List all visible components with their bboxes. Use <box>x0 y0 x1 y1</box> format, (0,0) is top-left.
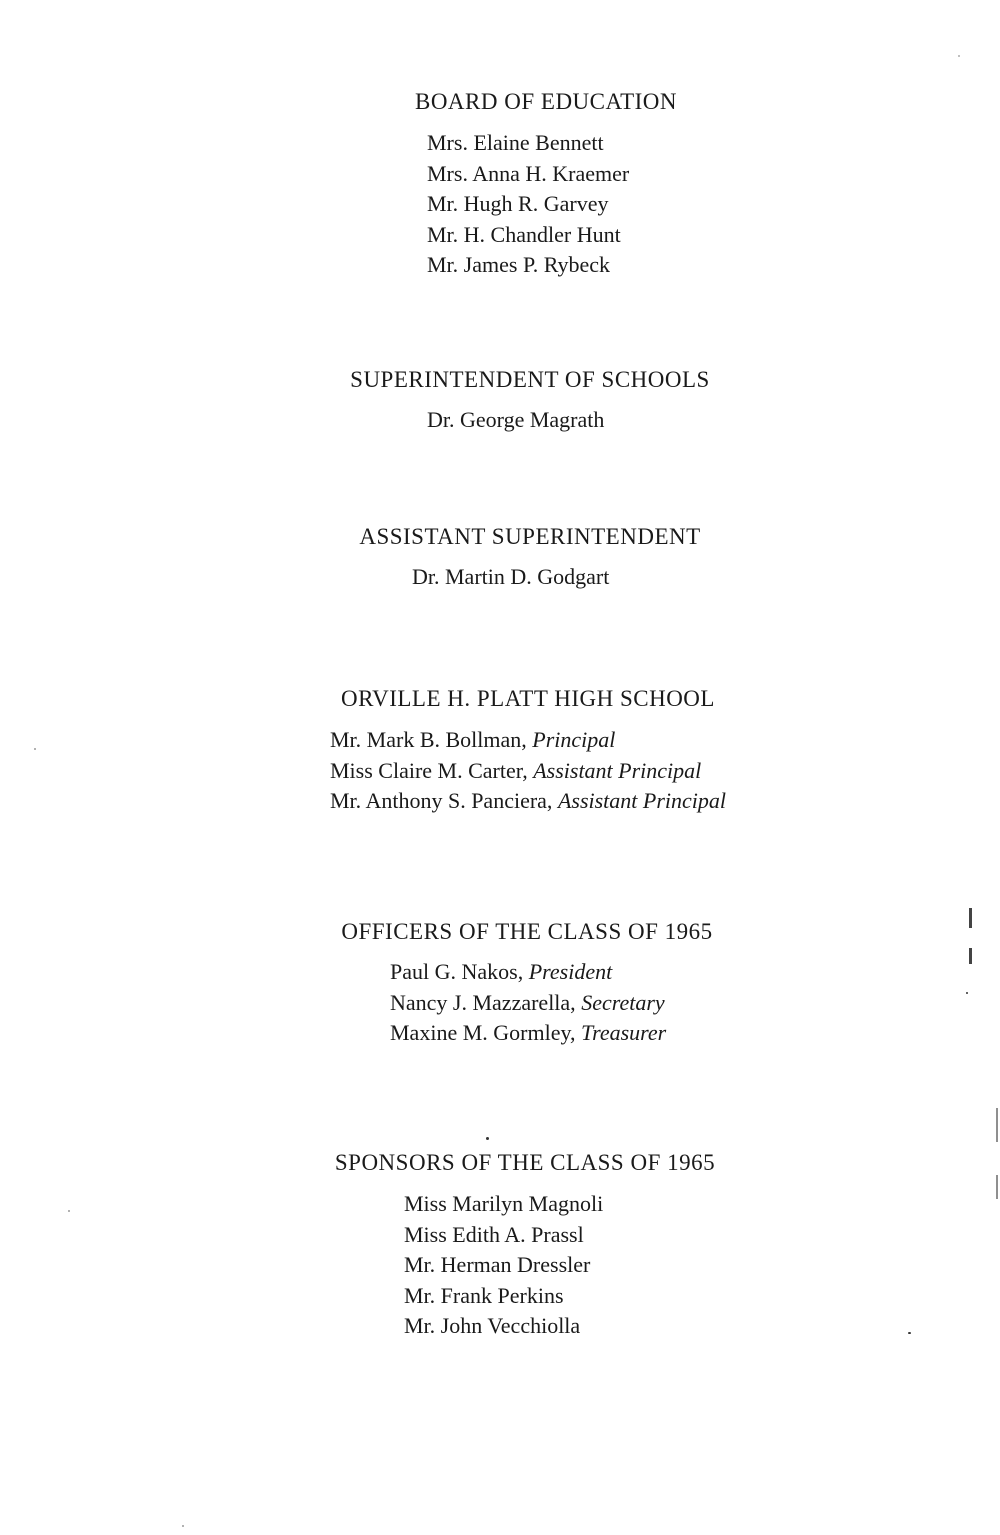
list-item: Mr. James P. Rybeck <box>427 252 611 277</box>
member-title: Assistant Principal <box>557 788 726 813</box>
list-item <box>390 1018 666 1049</box>
superintendent-heading: SUPERINTENDENT OF SCHOOLS <box>350 367 710 392</box>
scan-speck <box>68 1210 70 1212</box>
list-item <box>330 786 726 817</box>
list-item: Dr. Martin D. Godgart <box>412 564 610 589</box>
scan-speck <box>182 1525 184 1527</box>
member-title: President <box>528 959 613 984</box>
list-item <box>390 957 666 988</box>
list-item <box>330 756 726 787</box>
scan-speck <box>486 1137 489 1140</box>
member-name: Paul G. Nakos, <box>390 959 524 984</box>
board-of-education-list <box>427 128 629 281</box>
member-name: Maxine M. Gormley, <box>390 1020 576 1045</box>
list-item: Mr. Herman Dressler <box>404 1252 591 1277</box>
list-item: Miss Edith A. Prassl <box>404 1221 584 1247</box>
member-name: Mr. Anthony S. Panciera, <box>330 788 553 813</box>
high-school-list <box>330 725 726 817</box>
high-school-heading: ORVILLE H. PLATT HIGH SCHOOL <box>341 686 715 711</box>
list-item: Mr. Hugh R. Garvey <box>427 191 609 216</box>
scan-speck <box>34 748 36 750</box>
member-title: Principal <box>532 727 616 752</box>
class-officers-list <box>390 957 666 1049</box>
member-title: Treasurer <box>581 1020 667 1045</box>
list-item <box>330 725 726 756</box>
scan-mark <box>996 1108 998 1142</box>
member-name: Miss Claire M. Carter, <box>330 757 528 783</box>
member-title: Assistant Principal <box>533 757 702 783</box>
list-item: Mrs. Elaine Bennett <box>427 130 604 155</box>
list-item: Mr. John Vecchiolla <box>404 1313 581 1338</box>
assistant-superintendent-list <box>412 562 609 593</box>
scan-speck <box>966 992 968 994</box>
scan-mark <box>969 908 972 928</box>
list-item: Dr. George Magrath <box>427 407 605 432</box>
scan-mark <box>969 948 972 964</box>
list-item: Mr. H. Chandler Hunt <box>427 221 621 247</box>
member-name: Mr. Mark B. Bollman, <box>330 727 527 752</box>
class-sponsors-heading: SPONSORS OF THE CLASS OF 1965 <box>334 1150 716 1175</box>
scan-speck <box>908 1332 911 1334</box>
list-item: Mr. Frank Perkins <box>404 1282 564 1308</box>
member-title: Secretary <box>581 989 665 1015</box>
scan-mark <box>996 1175 998 1199</box>
assistant-superintendent-heading: ASSISTANT SUPERINTENDENT <box>359 524 701 549</box>
member-name: Nancy J. Mazzarella, <box>390 989 576 1015</box>
list-item: Mrs. Anna H. Kraemer <box>427 160 630 186</box>
list-item <box>390 988 666 1019</box>
list-item: Miss Marilyn Magnoli <box>404 1191 604 1216</box>
board-of-education-heading: BOARD OF EDUCATION <box>414 89 677 114</box>
superintendent-list <box>427 405 604 436</box>
class-officers-heading: OFFICERS OF THE CLASS OF 1965 <box>341 919 713 944</box>
class-sponsors-list <box>404 1189 603 1342</box>
scan-speck <box>958 55 960 57</box>
